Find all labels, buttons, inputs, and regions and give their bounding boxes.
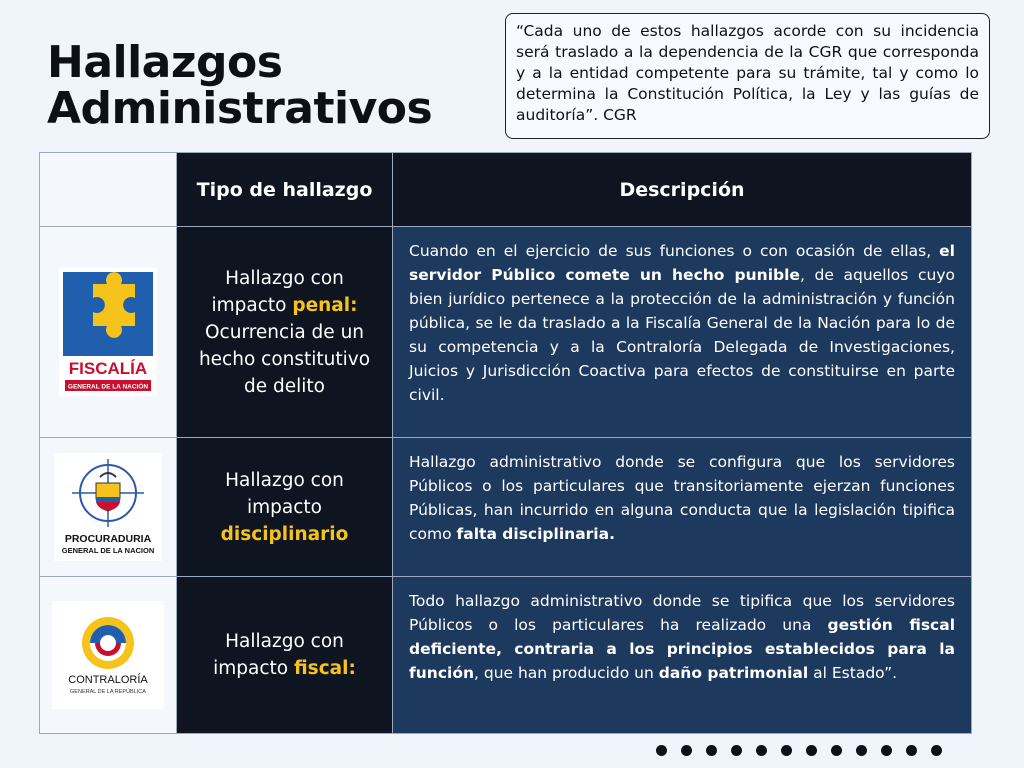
dot-icon (806, 745, 817, 756)
table-row (40, 438, 972, 577)
desc-bold: gestión fiscal deficiente, contraria a los principios establecidos para la función (409, 616, 956, 682)
header-type: Tipo de hallazgo (177, 153, 393, 227)
dot-icon (706, 745, 717, 756)
table-row (40, 577, 972, 734)
title-line-1: Hallazgos (47, 37, 283, 88)
type-prefix: Hallazgo con impacto (225, 469, 344, 518)
desc-bold: falta disciplinaria. (456, 525, 615, 543)
table-row (40, 227, 972, 438)
description-cell-disciplinario (393, 438, 972, 577)
contraloria-sub: GENERAL DE LA REPÚBLICA (70, 689, 146, 695)
procuraduria-logo (54, 453, 162, 561)
dot-icon (881, 745, 892, 756)
desc-text: Cuando en el ejercicio de sus funciones o con ocasión de ellas, (409, 242, 940, 260)
procuraduria-shield-icon (54, 453, 162, 561)
desc-bold: daño patrimonial (658, 664, 809, 682)
table-header-row (40, 153, 972, 227)
desc-text: , de aquellos cuyo bien jurídico pertenece a la protección de la administración y función pública, se le da traslado a la Fiscalía General de la Nación para lo de su competencia y a la Contraloría Delegada de Investigaciones, Juicios y Jurisdicción Coactiva para efectos de constituirse en parte civil. (409, 266, 955, 404)
header-empty-cell (40, 153, 177, 227)
type-highlight: disciplinario (220, 523, 349, 545)
procuraduria-name: PROCURADURIA (64, 533, 152, 545)
dot-icon (756, 745, 767, 756)
header-description: Descripción (393, 153, 972, 227)
type-highlight: fiscal: (293, 658, 356, 679)
title-line-2: Administrativos (47, 83, 433, 134)
description-cell-fiscal (393, 577, 972, 734)
type-cell-fiscal (177, 577, 393, 734)
dot-icon (831, 745, 842, 756)
dot-icon (931, 745, 942, 756)
type-prefix: Hallazgo con impacto (211, 267, 344, 316)
findings-table (39, 152, 972, 734)
desc-text: , que han producido un (474, 664, 659, 682)
dot-icon (781, 745, 792, 756)
logo-cell (40, 227, 177, 438)
fiscalia-logo (59, 268, 157, 396)
desc-bold: el servidor Público comete un hecho punible (409, 242, 955, 284)
fiscalia-puzzle-icon (59, 268, 157, 396)
procuraduria-sub: GENERAL DE LA NACION (61, 546, 155, 555)
contraloria-logo (52, 601, 164, 709)
type-suffix: Ocurrencia de un hecho constitutivo de delito (198, 321, 371, 397)
dot-icon (731, 745, 742, 756)
type-cell-penal (177, 227, 393, 438)
quote-text: “Cada uno de estos hallazgos acorde con su incidencia será traslado a la dependencia de la CGR que corresponda y a la entidad competente para su trámite, tal y como lo determina la Constitución Política, la Ley y las guías de auditoría”. CGR (516, 22, 979, 124)
type-cell-disciplinario (177, 438, 393, 577)
contraloria-circle-icon (52, 601, 164, 709)
dot-icon (656, 745, 667, 756)
type-highlight: penal: (292, 294, 358, 316)
decorative-dots (656, 745, 942, 756)
logo-cell (40, 438, 177, 577)
description-cell-penal (393, 227, 972, 438)
fiscalia-sub: GENERAL DE LA NACIÓN (67, 383, 149, 391)
type-prefix: Hallazgo con impacto (213, 631, 344, 679)
quote-box (505, 13, 990, 139)
desc-text: Todo hallazgo administrativo donde se tipifica que los servidores Públicos o los particulares ha realizado una (409, 592, 955, 634)
desc-text: Hallazgo administrativo donde se configura que los servidores Públicos o los particulares que transitoriamente ejerzan funciones Públicas, han incurrido en alguna conducta que la legislación tipifica como (409, 453, 955, 543)
page-title (47, 37, 433, 134)
contraloria-name: CONTRALORÍA (68, 674, 148, 686)
dot-icon (856, 745, 867, 756)
desc-text: al Estado”. (808, 664, 898, 682)
dot-icon (681, 745, 692, 756)
dot-icon (906, 745, 917, 756)
logo-cell (40, 577, 177, 734)
fiscalia-name: FISCALÍA (68, 359, 148, 378)
